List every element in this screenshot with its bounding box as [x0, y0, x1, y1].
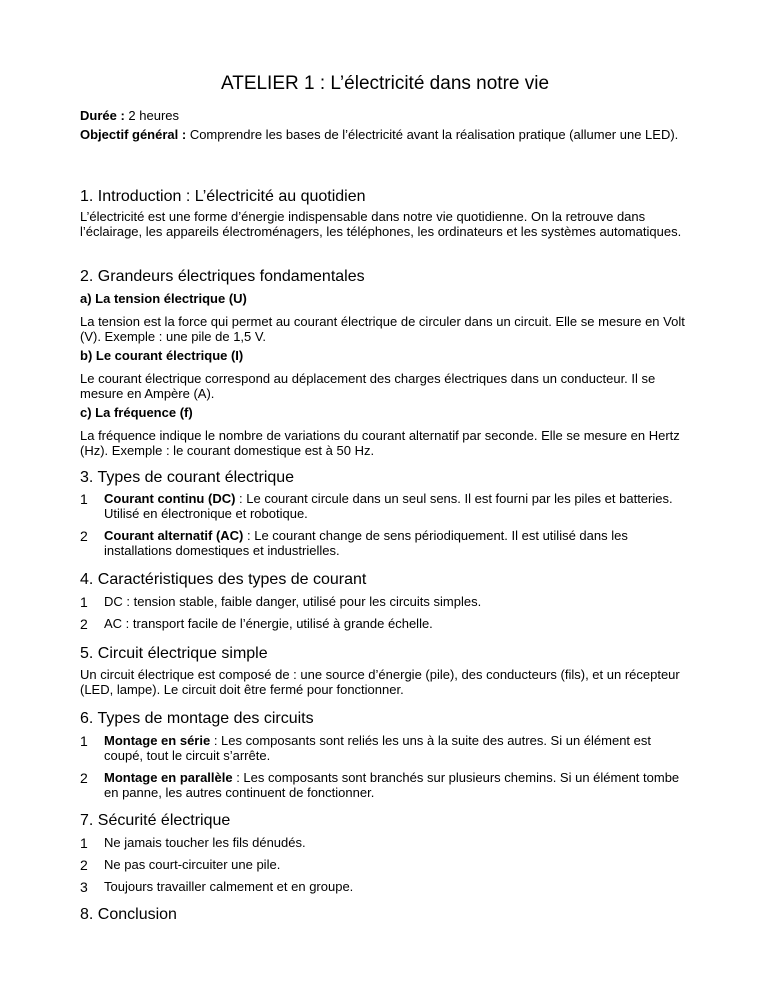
section-7-heading: 7. Sécurité électrique [80, 812, 231, 829]
objective-label: Objectif général : [80, 127, 187, 142]
list-item [80, 616, 690, 631]
list-number: 1 [80, 733, 88, 749]
section-3-list [80, 491, 690, 558]
list-item [80, 594, 690, 609]
section-5-heading: 5. Circuit électrique simple [80, 645, 268, 662]
list-item-text: DC : tension stable, faible danger, utilisé pour les circuits simples. [104, 594, 482, 609]
list-number: 1 [80, 491, 88, 507]
duration-line [80, 108, 690, 123]
list-number: 1 [80, 594, 88, 610]
list-item-text: Toujours travailler calmement et en groupe. [104, 879, 354, 894]
list-item-bold: Courant alternatif (AC) [104, 528, 244, 543]
list-item [80, 879, 690, 894]
section-7-list [80, 835, 690, 894]
duration-label: Durée : [80, 108, 125, 123]
list-number: 2 [80, 616, 88, 632]
list-item-text: : Les composants sont branchés sur plusieurs chemins. Si un élément tombe en panne, les autres continuent de fonctionner. [104, 770, 680, 800]
list-item-text: Ne pas court-circuiter une pile. [104, 857, 281, 872]
section-1-heading: 1. Introduction : L’électricité au quotidien [80, 188, 366, 205]
list-item-text: AC : transport facile de l’énergie, utilisé à grande échelle. [104, 616, 433, 631]
objective-value: Comprendre les bases de l’électricité avant la réalisation pratique (allumer une LED). [186, 127, 679, 142]
list-item [80, 491, 690, 521]
section-6-heading: 6. Types de montage des circuits [80, 710, 314, 727]
list-item [80, 528, 690, 558]
section-2b-title: b) Le courant électrique (I) [80, 348, 244, 363]
list-number: 2 [80, 770, 88, 786]
objective-line [80, 127, 690, 142]
duration-value: 2 heures [124, 108, 179, 123]
list-number: 2 [80, 857, 88, 873]
list-item-text: : Les composants sont reliés les uns à la suite des autres. Si un élément est coupé, tout le circuit s’arrête. [104, 733, 651, 763]
list-number: 1 [80, 835, 88, 851]
list-item-text: Ne jamais toucher les fils dénudés. [104, 835, 306, 850]
document-title: ATELIER 1 : L’électricité dans notre vie [220, 73, 550, 94]
list-item [80, 733, 690, 763]
section-3-heading: 3. Types de courant électrique [80, 469, 295, 486]
section-6-list [80, 733, 690, 800]
section-2a-title: a) La tension électrique (U) [80, 291, 247, 306]
list-number: 3 [80, 879, 88, 895]
section-1-text: L’électricité est une forme d’énergie indispensable dans notre vie quotidienne. On la retrouve dans l’éclairage, les appareils électroménagers, les téléphones, les ordinateurs et les systèmes automatiques. [80, 209, 682, 239]
section-4-list [80, 594, 690, 631]
list-item [80, 770, 690, 800]
section-2a-text: La tension est la force qui permet au courant électrique de circuler dans un circuit. Elle se mesure en Volt (V). Exemple : une pile de 1,5 V. [80, 314, 685, 344]
list-item-bold: Montage en série [104, 733, 211, 748]
section-8-heading: 8. Conclusion [80, 906, 177, 923]
list-item [80, 857, 690, 872]
section-2-heading: 2. Grandeurs électriques fondamentales [80, 268, 365, 285]
list-item [80, 835, 690, 850]
list-item-bold: Montage en parallèle [104, 770, 233, 785]
section-2b-text: Le courant électrique correspond au déplacement des charges électriques dans un conducteur. Il se mesure en Ampère (A). [80, 371, 656, 401]
list-item-bold: Courant continu (DC) [104, 491, 236, 506]
section-4-heading: 4. Caractéristiques des types de courant [80, 571, 367, 588]
list-item-text: : Le courant change de sens périodiquement. Il est utilisé dans les installations domestiques et industrielles. [104, 528, 628, 558]
list-item-text: : Le courant circule dans un seul sens. Il est fourni par les piles et batteries. Utilisé en électronique et robotique. [104, 491, 673, 521]
section-2c-text: La fréquence indique le nombre de variations du courant alternatif par seconde. Elle se mesure en Hertz (Hz). Exemple : le courant domestique est à 50 Hz. [80, 428, 680, 458]
section-5-text: Un circuit électrique est composé de : une source d’énergie (pile), des conducteurs (fils), et un récepteur (LED, lampe). Le circuit doit être fermé pour fonctionner. [80, 667, 680, 697]
section-2c-title: c) La fréquence (f) [80, 405, 193, 420]
list-number: 2 [80, 528, 88, 544]
